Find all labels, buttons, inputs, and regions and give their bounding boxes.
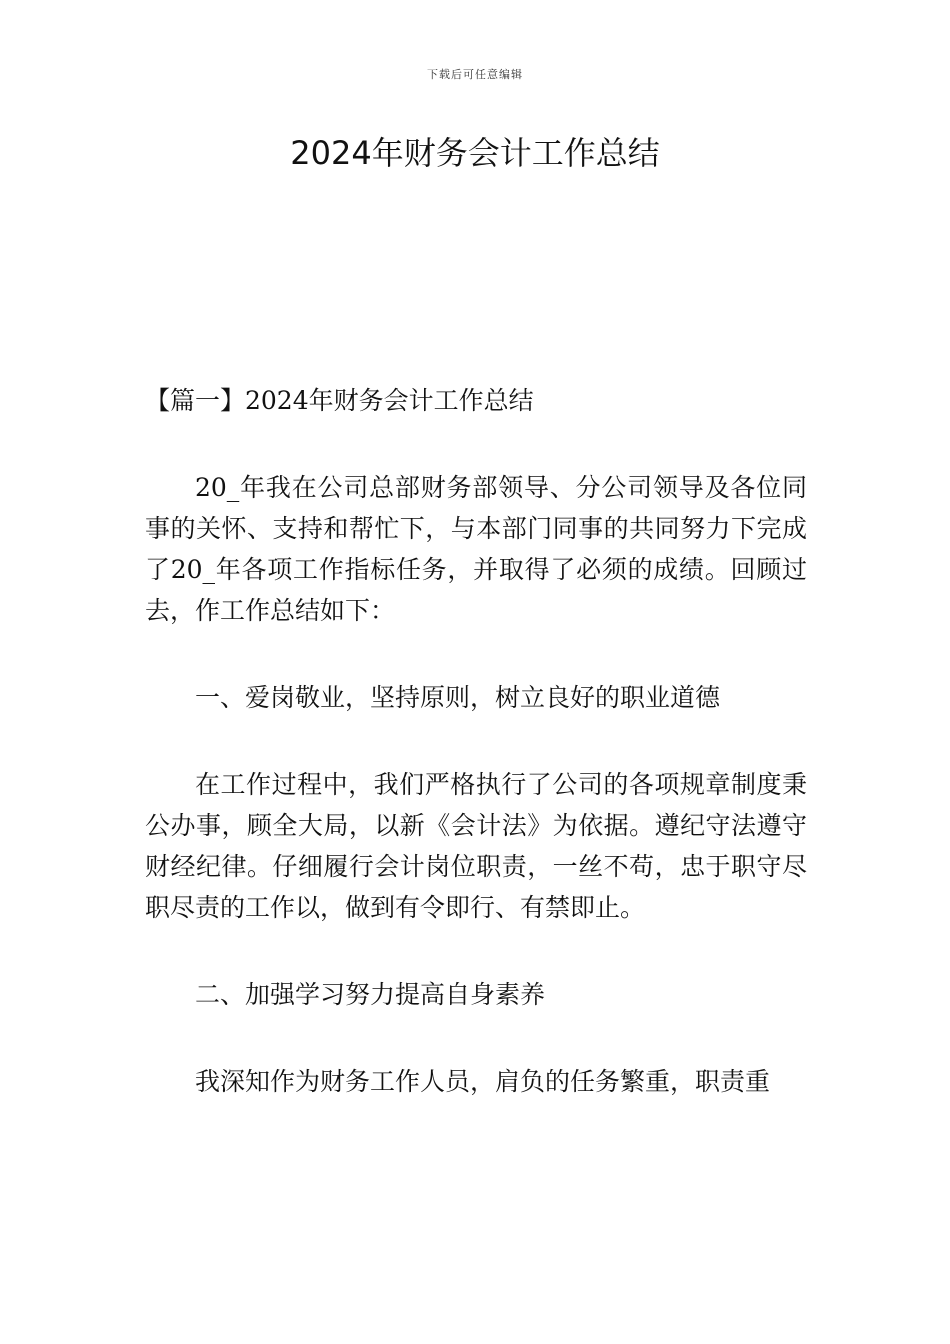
section-label: 【篇一】2024年财务会计工作总结 xyxy=(145,386,534,415)
body-paragraph-1: 在工作过程中，我们严格执行了公司的各项规章制度秉公办事，顾全大局，以新《会计法》为依据。遵纪守法遵守财经纪律。仔细履行会计岗位职责，一丝不苟，忠于职守尽职尽责的工作以，做到有令即行、有禁即止。 xyxy=(145,770,807,922)
document-body xyxy=(145,380,807,1102)
header-note: 下载后可任意编辑 xyxy=(427,68,523,81)
section-heading-2: 二、加强学习努力提高自身素养 xyxy=(195,980,546,1009)
intro-paragraph: 20_年我在公司总部财务部领导、分公司领导及各位同事的关怀、支持和帮忙下，与本部门同事的共同努力下完成了20_年各项工作指标任务，并取得了必须的成绩。回顾过去，作工作总结如下： xyxy=(145,473,807,625)
document-title: 2024年财务会计工作总结 xyxy=(290,134,660,172)
section-heading-1: 一、爱岗敬业，坚持原则，树立良好的职业道德 xyxy=(195,683,721,712)
body-paragraph-2: 我深知作为财务工作人员，肩负的任务繁重，职责重 xyxy=(195,1067,771,1096)
